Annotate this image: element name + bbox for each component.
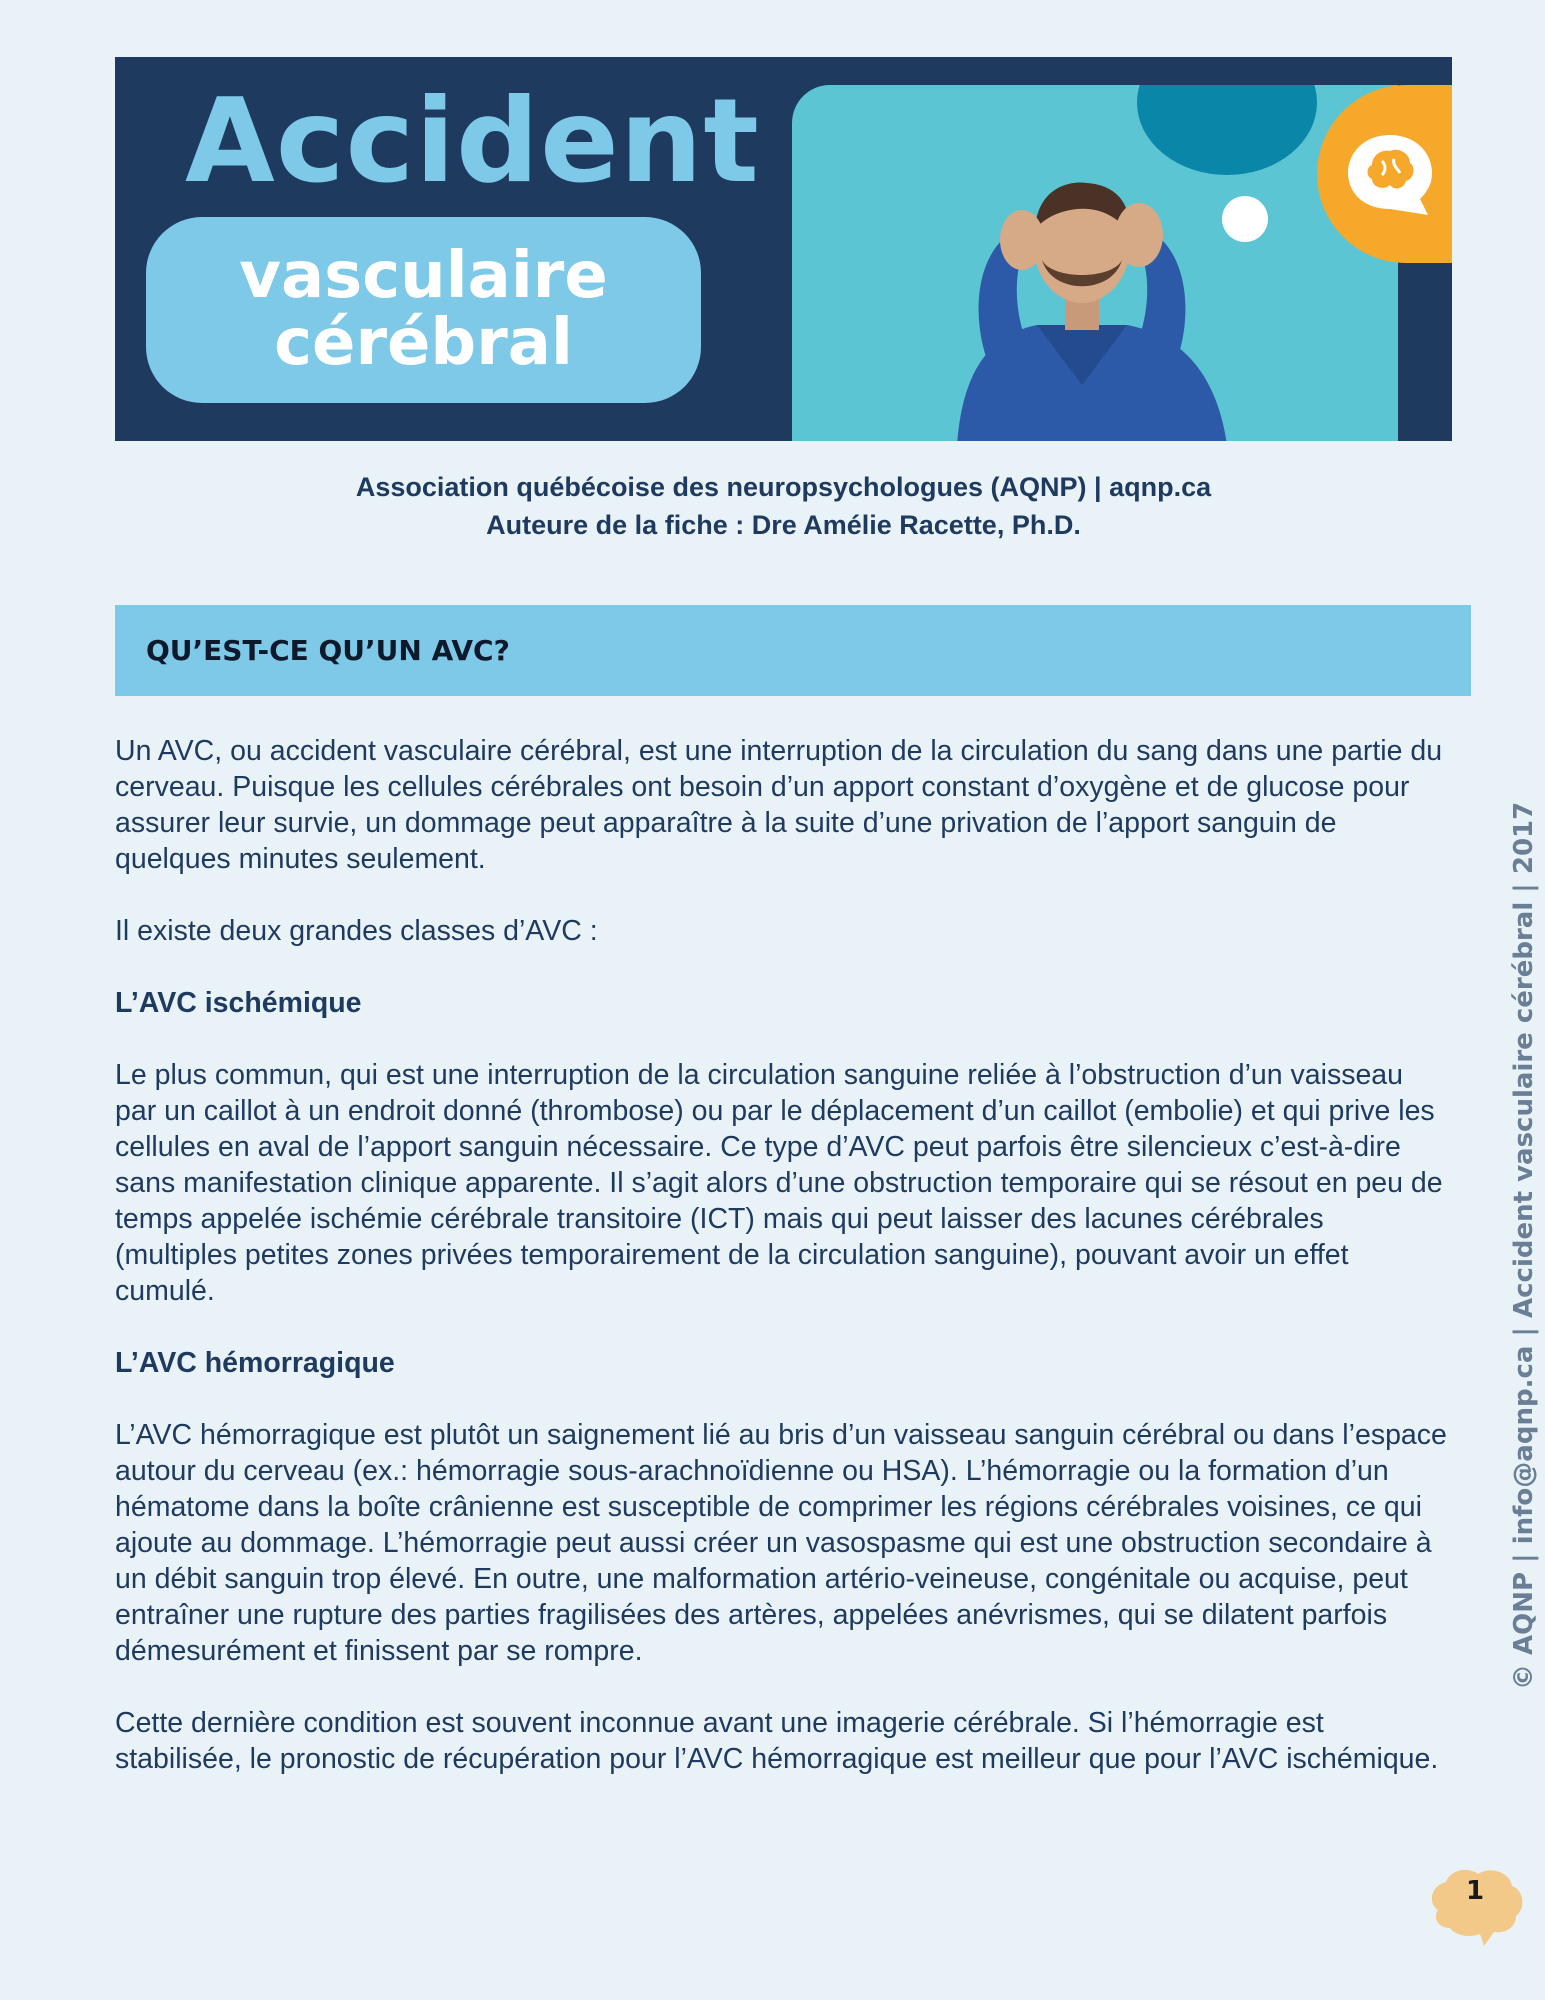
photo-panel — [792, 85, 1398, 441]
banner-subtitle-line1: vasculaire — [239, 238, 608, 313]
banner-title: Accident — [185, 74, 760, 209]
association-line: Association québécoise des neuropsychologues (AQNP) | aqnp.ca — [355, 472, 1212, 502]
ischemic-paragraph: Le plus commun, qui est une interruption de la circulation sanguine reliée à l’obstruction d’un vaisseau par un caillot à un endroit donné (thrombose) ou par le déplacement d’un caillot (embolie) et qui prive les cellules en aval de l’apport sanguin nécessaire. Ce type d’AVC peut parfois être silencieux c’est-à-dire sans manifestation clinique apparente. Il s’agit alors d’une obstruction temporaire qui se résout en peu de temps appelée ischémie cérébrale transitoire (ICT) mais qui peut laisser des lacunes cérébrales (multiples petites zones privées temporairement de la circulation sanguine), pouvant avoir un effet cumulé. — [115, 1059, 1443, 1307]
association-info — [115, 468, 1452, 544]
banner-subtitle-line2: cérébral — [274, 306, 573, 380]
section-header — [115, 605, 1471, 696]
classes-paragraph: Il existe deux grandes classes d’AVC : — [115, 915, 598, 947]
intro-paragraph: Un AVC, ou accident vasculaire cérébral, est une interruption de la circulation du sang dans une partie du cerveau. Puisque les cellules cérébrales ont besoin d’un apport constant d’oxygène et de glucose pour assurer leur survie, un dommage peut apparaître à la suite d’une privation de l’apport sanguin de quelques minutes seulement. — [115, 735, 1443, 875]
author-line: Auteure de la fiche : Dre Amélie Racette, Ph.D. — [486, 510, 1081, 540]
header-banner — [115, 57, 1452, 441]
article-body — [115, 733, 1450, 1813]
side-copyright: © AQNP | info@aqnp.ca | Accident vasculaire cérébral | 2017 — [1509, 801, 1539, 1690]
banner-subtitle-pill — [146, 217, 701, 403]
headache-person-illustration — [917, 145, 1247, 441]
hemorrhagic-paragraph: L’AVC hémorragique est plutôt un saignement lié au bris d’un vaisseau sanguin cérébral ou dans l’espace autour du cerveau (ex.: hémorragie sous-arachnoïdienne ou HSA). L’hémorragie ou la formation d’un hématome dans la boîte crânienne est susceptible de comprimer les régions cérébrales voisines, ce qui ajoute au dommage. L’hémorragie peut aussi créer un vasospasme qui est une obstruction secondaire à un débit sanguin trop élevé. En outre, une malformation artério-veineuse, congénitale ou acquise, peut entraîner une rupture des parties fragilisées des artères, appelées anévrismes, qui se dilatent parfois démesurément et finissent par se rompre. — [115, 1419, 1447, 1667]
ischemic-heading: L’AVC ischémique — [115, 987, 362, 1019]
section-title: QU’EST-CE QU’UN AVC? — [146, 634, 510, 667]
page-number-badge — [1420, 1860, 1530, 1960]
conclusion-paragraph: Cette dernière condition est souvent inconnue avant une imagerie cérébrale. Si l’hémorragie est stabilisée, le pronostic de récupération pour l’AVC hémorragique est meilleur que pour l’AVC ischémique. — [115, 1707, 1439, 1775]
brain-badge-icon — [1420, 1860, 1530, 1960]
page-number: 1 — [1465, 1876, 1485, 1906]
brain-chat-icon — [1342, 129, 1438, 219]
hemorrhagic-heading: L’AVC hémorragique — [115, 1347, 395, 1379]
